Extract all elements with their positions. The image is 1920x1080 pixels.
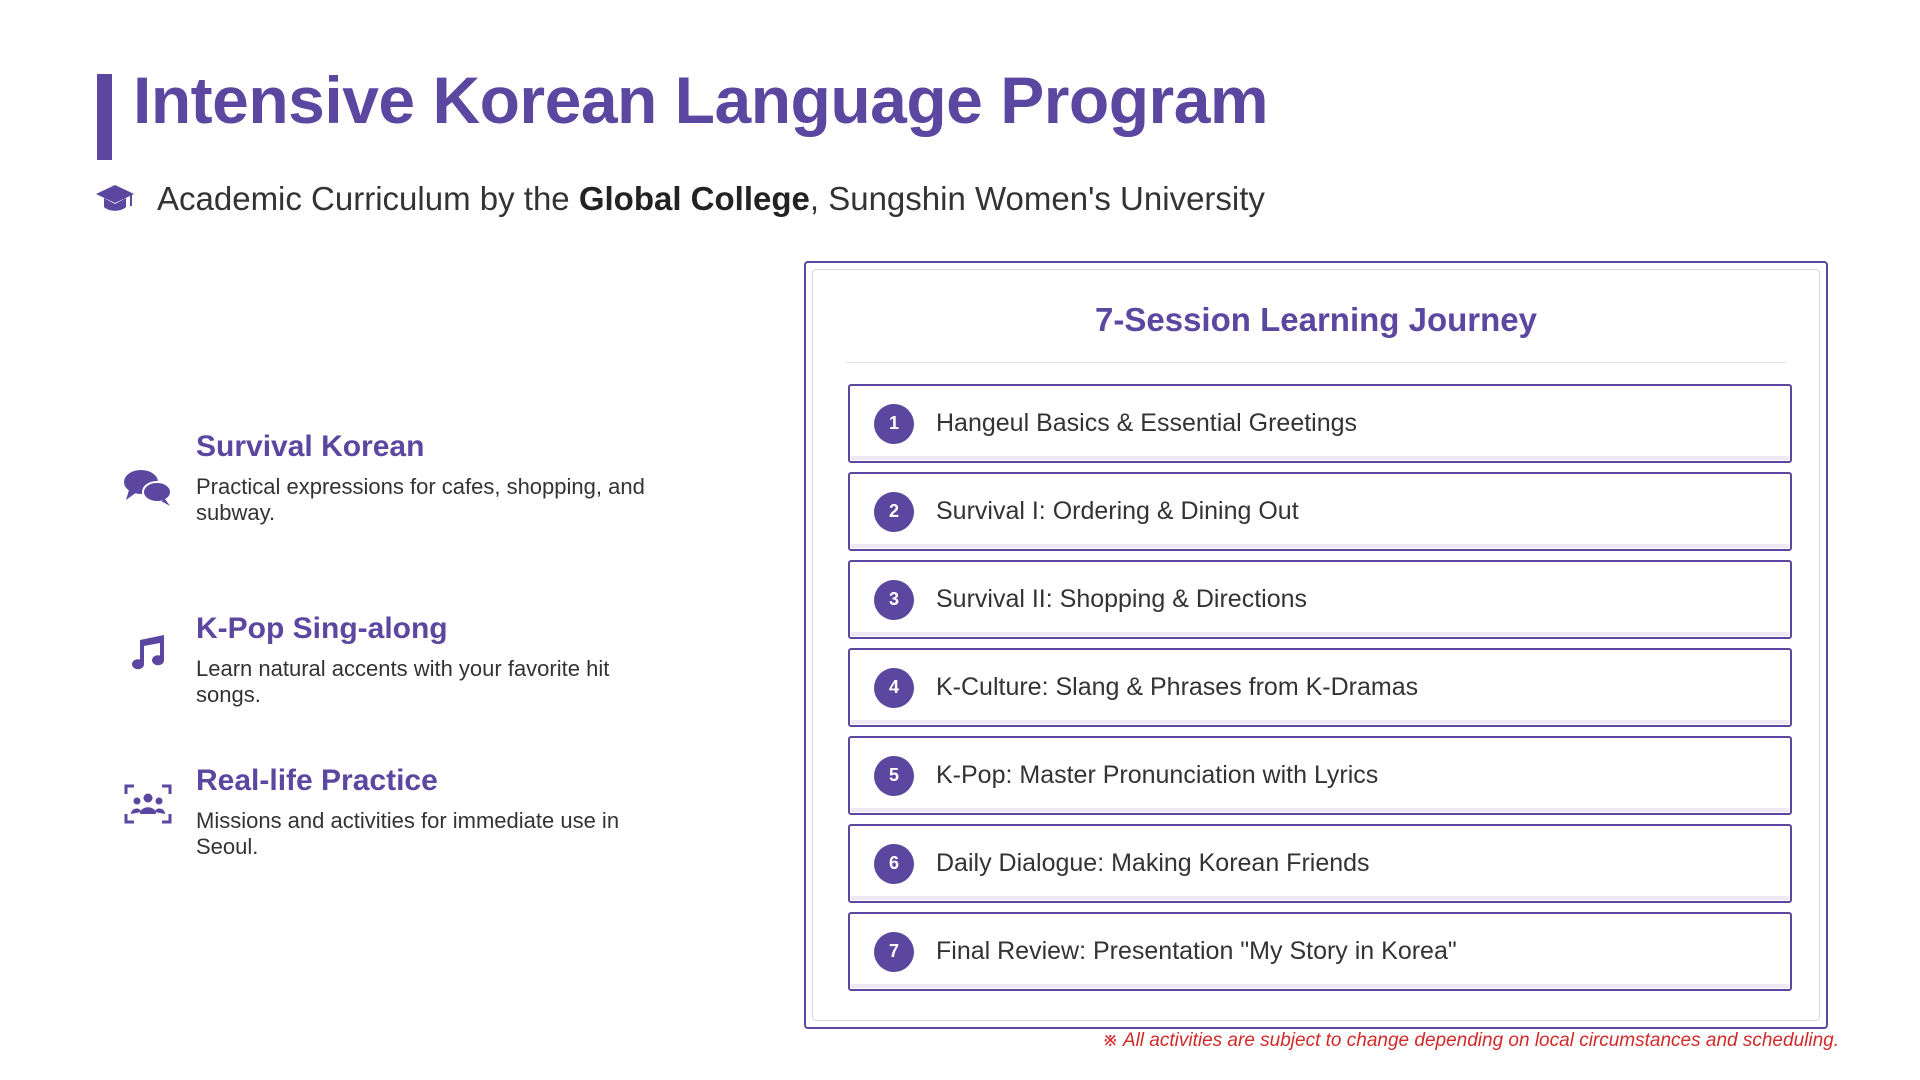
graduation-cap-icon bbox=[95, 183, 135, 215]
feature-title: Real-life Practice bbox=[196, 764, 438, 797]
subtitle-prefix: Academic Curriculum by the bbox=[157, 180, 579, 217]
session-item-6 bbox=[848, 824, 1792, 903]
feature-title: K-Pop Sing-along bbox=[196, 612, 448, 645]
session-label: Survival II: Shopping & Directions bbox=[936, 585, 1308, 613]
session-number-badge: 1 bbox=[874, 404, 914, 444]
session-label: K-Pop: Master Pronunciation with Lyrics bbox=[936, 761, 1379, 789]
disclaimer-note: ※ All activities are subject to change depending on local circumstances and scheduling. bbox=[1102, 1030, 1839, 1051]
session-item-2 bbox=[848, 472, 1792, 551]
session-number-badge: 5 bbox=[874, 756, 914, 796]
comments-icon bbox=[120, 460, 176, 516]
session-item-4 bbox=[848, 648, 1792, 727]
session-number-badge: 6 bbox=[874, 844, 914, 884]
feature-description: Practical expressions for cafes, shopping, and subway. bbox=[196, 474, 645, 525]
page-title: Intensive Korean Language Program bbox=[133, 63, 1269, 137]
feature-survival-korean bbox=[120, 430, 740, 526]
session-number-badge: 2 bbox=[874, 492, 914, 532]
learning-journey-panel bbox=[804, 261, 1828, 1029]
session-number-badge: 4 bbox=[874, 668, 914, 708]
session-item-5 bbox=[848, 736, 1792, 815]
subtitle-suffix: , Sungshin Women's University bbox=[809, 180, 1265, 217]
panel-divider bbox=[846, 362, 1786, 363]
session-number-badge: 7 bbox=[874, 932, 914, 972]
session-label: K-Culture: Slang & Phrases from K-Dramas bbox=[936, 673, 1419, 701]
session-item-1 bbox=[848, 384, 1792, 463]
journey-title: 7-Session Learning Journey bbox=[1095, 301, 1537, 338]
page-subtitle bbox=[95, 180, 1265, 218]
session-label: Final Review: Presentation "My Story in Korea" bbox=[936, 937, 1457, 965]
feature-title: Survival Korean bbox=[196, 430, 425, 463]
people-scan-icon bbox=[120, 776, 176, 832]
session-item-3 bbox=[848, 560, 1792, 639]
feature-kpop-singalong bbox=[120, 612, 740, 708]
session-item-7 bbox=[848, 912, 1792, 991]
session-label: Hangeul Basics & Essential Greetings bbox=[936, 409, 1358, 437]
session-number-badge: 3 bbox=[874, 580, 914, 620]
session-label: Survival I: Ordering & Dining Out bbox=[936, 497, 1299, 525]
feature-real-life-practice bbox=[120, 764, 740, 860]
subtitle-college: Global College bbox=[578, 180, 810, 217]
panel-inner-border bbox=[812, 269, 1820, 1021]
session-label: Daily Dialogue: Making Korean Friends bbox=[936, 849, 1370, 877]
feature-description: Learn natural accents with your favorite hit songs. bbox=[196, 656, 610, 707]
feature-description: Missions and activities for immediate use in Seoul. bbox=[196, 808, 620, 859]
music-note-icon bbox=[120, 624, 176, 680]
title-accent-bar bbox=[97, 74, 112, 160]
